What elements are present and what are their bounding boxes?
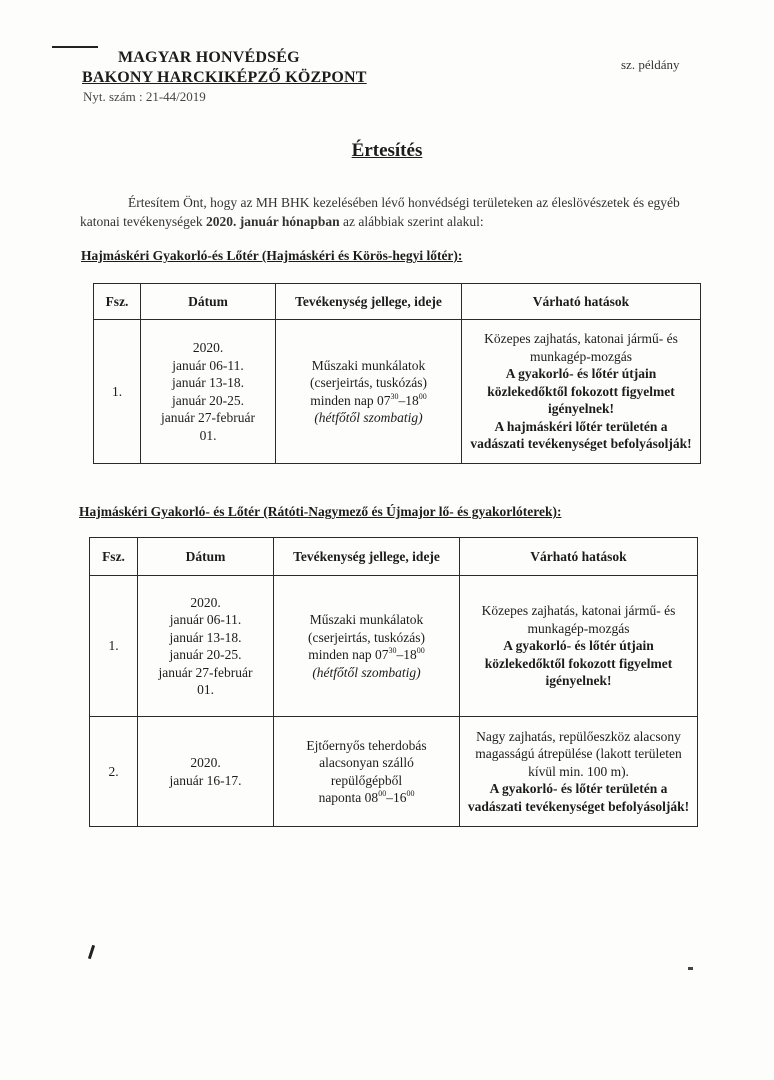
activity-time — [278, 789, 455, 807]
row-number: 2. — [90, 717, 138, 827]
col-date-header: Dátum — [141, 284, 276, 320]
activity-line: repülőgépből — [330, 772, 403, 788]
time-start-minutes: 30 — [390, 391, 399, 401]
row-activity — [274, 717, 460, 827]
time-end-hour: –18 — [398, 392, 419, 408]
date-line: január 20-25. — [169, 647, 242, 662]
time-end-minutes: 00 — [406, 789, 415, 798]
activity-line: (cserjeirtás, tuskózás) — [308, 629, 425, 645]
activity-note: (hétfőtől szombatig) — [312, 664, 421, 680]
time-end-minutes: 00 — [418, 391, 427, 401]
date-line: január 13-18. — [172, 375, 244, 390]
effects-text: Közepes zajhatás, katonai jármű- és munkagép-mozgás — [484, 331, 678, 364]
document-title: Értesítés — [351, 140, 423, 161]
row-dates — [138, 717, 274, 827]
activity-time — [278, 646, 455, 664]
col-activity-header: Tevékenység jellege, ideje — [276, 284, 462, 320]
time-end-hour: –18 — [396, 647, 417, 662]
date-line: 01. — [197, 682, 214, 697]
col-effects-header: Várható hatások — [460, 538, 698, 576]
org-unit: BAKONY HARCKIKÉPZŐ KÖZPONT — [82, 69, 367, 86]
time-prefix: naponta 08 — [318, 790, 379, 805]
date-line: 2020. — [190, 755, 221, 770]
activity-time — [280, 392, 457, 410]
intro-text-start: Értesítem Önt, hogy az MH BHK kezelésében lévő honvédségi területeken az éleslövészetek és egyéb katonai tevékenységek — [80, 195, 680, 229]
activity-line: Műszaki munkálatok — [311, 357, 426, 373]
effects-text: Nagy zajhatás, repülőeszköz alacsony magasságú átrepülése (lakott területen kívül min. 100 m). — [475, 728, 682, 779]
effects-text: Közepes zajhatás, katonai jármű- és munkagép-mozgás — [481, 603, 676, 636]
copy-label: sz. példány — [621, 57, 680, 72]
activity-line: alacsonyan szálló — [319, 755, 414, 770]
row-effects — [460, 576, 698, 717]
section-heading-1: Hajmáskéri Gyakorló-és Lőtér (Hajmáskéri és Körös-hegyi lőtér): — [81, 248, 463, 263]
time-start-minutes: 00 — [378, 789, 387, 798]
row-activity — [274, 576, 460, 717]
time-end-minutes: 00 — [416, 646, 425, 655]
intro-text-end: az alábbiak szerint alakul: — [343, 214, 484, 229]
table-row — [94, 320, 701, 464]
col-num-header: Fsz. — [94, 284, 141, 320]
row-dates — [141, 320, 276, 464]
col-effects-header: Várható hatások — [462, 284, 701, 320]
schedule-table-1 — [93, 283, 701, 464]
effects-warning: A hajmáskéri lőtér területén a vadászati tevékenységet befolyásolják! — [470, 418, 692, 452]
row-activity — [276, 320, 462, 464]
intro-period: 2020. január hónapban — [205, 214, 340, 229]
time-start-minutes: 30 — [388, 646, 397, 655]
row-effects — [462, 320, 701, 464]
activity-note: (hétfőtől szombatig) — [314, 410, 423, 425]
col-activity-header: Tevékenység jellege, ideje — [274, 538, 460, 576]
scan-speck — [688, 967, 693, 970]
table-header-row — [90, 538, 698, 576]
time-prefix: minden nap 07 — [310, 392, 391, 408]
header-rule — [52, 46, 98, 48]
schedule-table-2 — [89, 537, 698, 827]
row-dates — [138, 576, 274, 717]
date-line: január 27-február — [158, 664, 253, 680]
date-line: 01. — [199, 427, 217, 443]
col-num-header: Fsz. — [90, 538, 138, 576]
col-date-header: Dátum — [138, 538, 274, 576]
date-line: január 27-február — [160, 410, 256, 425]
date-line: január 13-18. — [169, 629, 242, 645]
org-name: MAGYAR HONVÉDSÉG — [118, 49, 300, 66]
effects-warning: A gyakorló- és lőtér útjain közlekedőktől fokozott figyelmet igényelnek! — [484, 638, 673, 689]
table-header-row — [94, 284, 701, 320]
date-line: 2020. — [192, 340, 224, 355]
activity-line: Műszaki munkálatok — [309, 612, 424, 627]
row-number: 1. — [94, 320, 141, 464]
time-end-hour: –16 — [386, 790, 407, 805]
date-line: január 16-17. — [169, 772, 242, 788]
section-heading-2: Hajmáskéri Gyakorló- és Lőtér (Rátóti-Nagymező és Újmajor lő- és gyakorlóterek): — [79, 504, 562, 519]
activity-line: Ejtőernyős teherdobás — [306, 737, 427, 753]
table-row — [90, 717, 698, 827]
date-line: január 06-11. — [169, 612, 242, 627]
time-prefix: minden nap 07 — [308, 647, 389, 662]
effects-warning: A gyakorló- és lőtér területén a vadászati tevékenységet befolyásolják! — [467, 781, 690, 814]
effects-warning: A gyakorló- és lőtér útjain közlekedőktől fokozott figyelmet igényelnek! — [487, 366, 675, 417]
row-number: 1. — [90, 576, 138, 717]
date-line: 2020. — [190, 594, 221, 610]
pen-mark — [88, 945, 95, 959]
date-line: január 20-25. — [172, 392, 244, 408]
date-line: január 06-11. — [172, 357, 244, 373]
table-row — [90, 576, 698, 717]
intro-paragraph — [80, 193, 720, 231]
row-effects — [460, 717, 698, 827]
registration-number: Nyt. szám : 21-44/2019 — [83, 89, 206, 104]
activity-line: (cserjeirtás, tuskózás) — [310, 375, 427, 390]
